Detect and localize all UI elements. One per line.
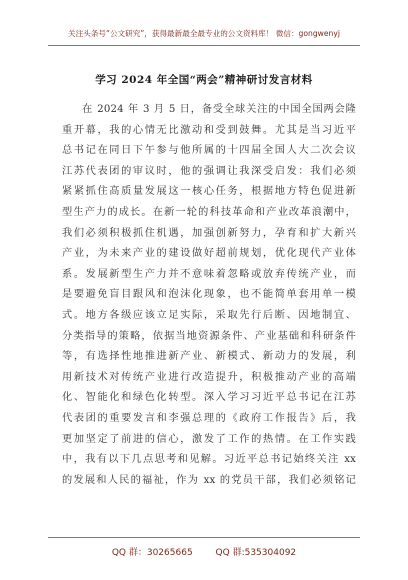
document-title: 学习 2024 年全国“两会”精神研讨发言材料	[95, 74, 313, 86]
body-line: 在 2024 年 3 月 5 日，备受全球关注的中国全国两会隆	[82, 104, 356, 115]
footer-qq-group-1: QQ 群：30265665	[111, 548, 193, 558]
body-line: 重开幕，我的心情无比激动和受到鼓舞。尤其是当习近平	[62, 124, 356, 136]
body-line: 系。发展新型生产力并不意味着忽略或放弃传统产业，而	[62, 268, 356, 280]
footer-divider	[48, 537, 360, 538]
body-line: 的发展和人民的福祉，作为 xx 的党员干部，我们必须铭记	[62, 474, 356, 486]
body-line: 产业，为未来产业的建设做好超前规划，优化现代产业体	[62, 248, 356, 260]
body-line: 是要避免盲目跟风和泡沫化现象，也不能简单套用单一模	[62, 289, 356, 301]
body-line: 我们必须积极抓住机遇，加强创新努力，孕育和扩大新兴	[62, 227, 356, 239]
body-line: 总书记在同日下午参与他所属的十四届全国人大二次会议	[62, 145, 356, 157]
body-line: 江苏代表团的审议时，他的强调让我深受启发：我们必须	[62, 165, 356, 177]
body-line: 化、智能化和绿色化转型。深入学习习近平总书记在江苏	[62, 392, 356, 404]
body-line: 用新技术对传统产业进行改造提升，积极推动产业的高端	[62, 371, 356, 383]
body-line: 式。地方各级应该立足实际，采取先行后断、因地制宜、	[62, 309, 356, 321]
body-line: 等，有选择性地推进新产业、新模式、新动力的发展，利	[62, 351, 356, 363]
body-line: 更加坚定了前进的信心，激发了工作的热情。在工作实践	[62, 433, 356, 445]
body-line: 型生产力的成长。在新一轮的科技革命和产业改革浪潮中，	[62, 206, 356, 218]
body-line: 代表团的重要发言和李强总理的《政府工作报告》后，我	[62, 412, 356, 424]
footer-qq-group-2: QQ 群:535304092	[215, 548, 297, 558]
body-line: 紧紧抓住高质量发展这一核心任务，根据地方特色促进新	[62, 186, 356, 198]
document-body	[62, 100, 356, 491]
body-line: 中，我有以下几点思考和见解。习近平总书记始终关注 xx	[62, 454, 356, 466]
footer	[0, 545, 408, 558]
header-divider	[48, 45, 360, 46]
body-line: 分类指导的策略，依据当地资源条件、产业基础和科研条件	[62, 330, 356, 342]
header-banner: 关注头条号“公文研究”，获得最新最全最专业的公文资料库！ 微信：gongwenyj	[68, 29, 340, 38]
